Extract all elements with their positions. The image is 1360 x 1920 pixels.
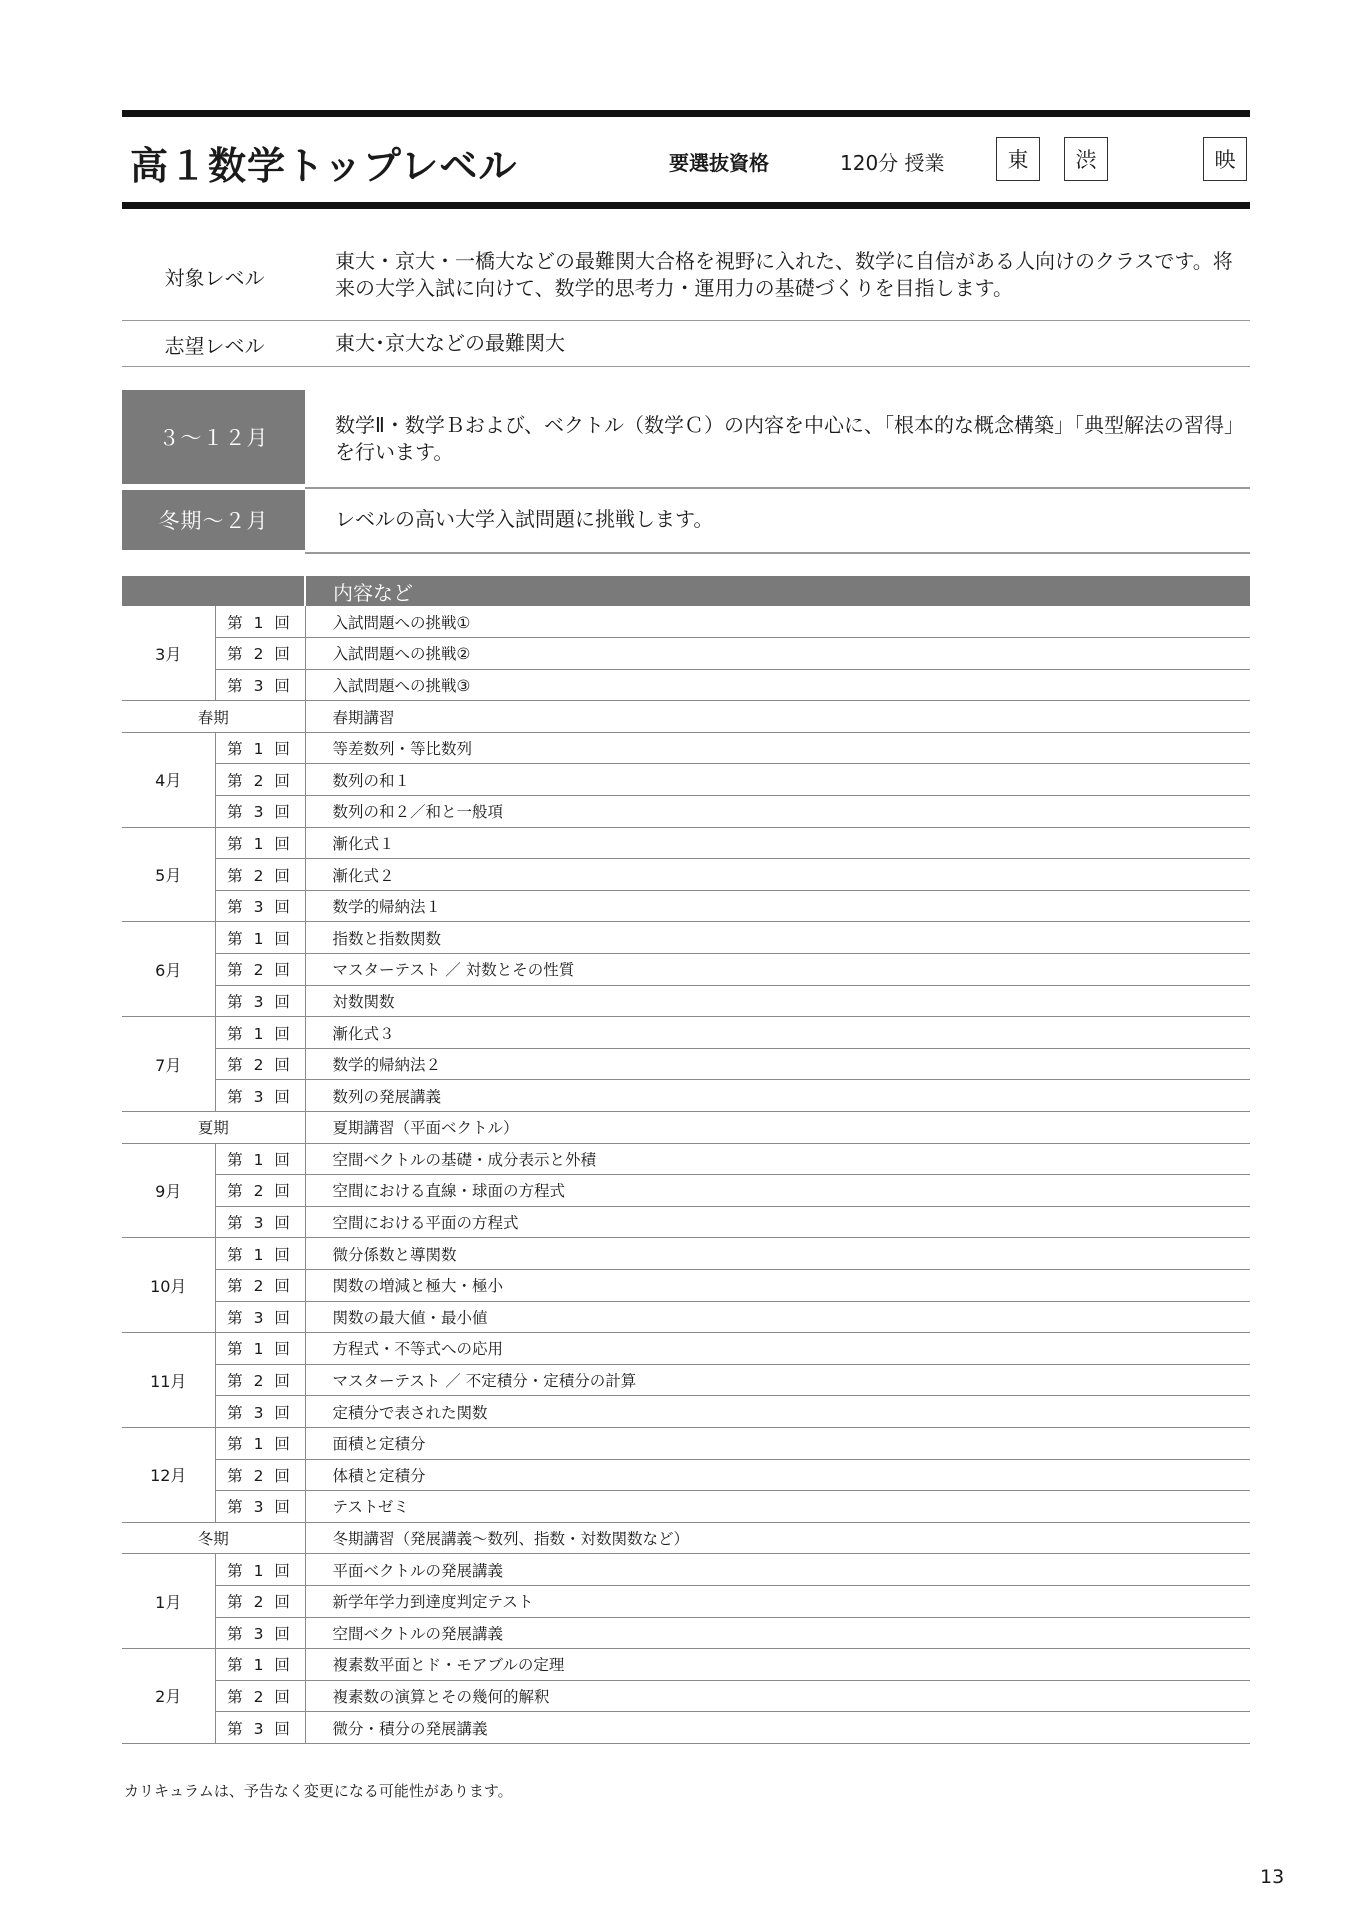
content-cell: 空間における直線・球面の方程式 (305, 1175, 1250, 1207)
round-cell: 第 3 回 (215, 1491, 305, 1523)
content-cell: 空間ベクトルの基礎・成分表示と外積 (305, 1143, 1250, 1175)
table-row (122, 1522, 1250, 1554)
table-row (122, 638, 1250, 670)
table-row (122, 701, 1250, 733)
round-cell: 第 2 回 (215, 1364, 305, 1396)
round-cell: 第 2 回 (215, 638, 305, 670)
content-cell: 入試問題への挑戦① (305, 606, 1250, 638)
content-cell: 定積分で表された関数 (305, 1396, 1250, 1428)
target-level-label: 対象レベル (164, 266, 265, 290)
content-cell: 入試問題への挑戦③ (305, 669, 1250, 701)
content-cell: 空間ベクトルの発展講義 (305, 1617, 1250, 1649)
content-cell: 数列の和２／和と一般項 (305, 796, 1250, 828)
month-cell: 7月 (122, 1017, 215, 1112)
content-cell: 冬期講習（発展講義～数列、指数・対数関数など） (305, 1522, 1250, 1554)
table-header-content: 内容など (305, 576, 1250, 606)
table-row (122, 669, 1250, 701)
content-cell: 複素数の演算とその幾何的解釈 (305, 1680, 1250, 1712)
aspiration-level-row (122, 320, 1250, 367)
table-row (122, 1585, 1250, 1617)
table-row (122, 1364, 1250, 1396)
round-cell: 第 1 回 (215, 1238, 305, 1270)
round-cell: 第 1 回 (215, 827, 305, 859)
table-row (122, 1175, 1250, 1207)
table-row (122, 1427, 1250, 1459)
table-row (122, 732, 1250, 764)
month-cell: 12月 (122, 1427, 215, 1522)
season-cell: 春期 (122, 701, 305, 733)
content-cell: 数列の発展講義 (305, 1080, 1250, 1112)
content-cell: 微分・積分の発展講義 (305, 1712, 1250, 1744)
curriculum-note: カリキュラムは、予告なく変更になる可能性があります。 (124, 1782, 513, 1800)
period-divider (305, 552, 1250, 554)
month-cell: 5月 (122, 827, 215, 922)
content-cell: 対数関数 (305, 985, 1250, 1017)
content-cell: 指数と指数関数 (305, 922, 1250, 954)
table-row (122, 1112, 1250, 1144)
content-cell: 数学的帰納法１ (305, 890, 1250, 922)
round-cell: 第 1 回 (215, 1143, 305, 1175)
season-cell: 夏期 (122, 1112, 305, 1144)
table-header-blank (122, 576, 305, 606)
content-cell: マスターテスト ／ 対数とその性質 (305, 954, 1250, 986)
round-cell: 第 3 回 (215, 1712, 305, 1744)
content-cell: 漸化式１ (305, 827, 1250, 859)
period-divider (305, 487, 1250, 489)
campus-badge: 東 (996, 137, 1040, 181)
month-cell: 10月 (122, 1238, 215, 1333)
content-cell: 入試問題への挑戦② (305, 638, 1250, 670)
page-number: 13 (1260, 1866, 1285, 1888)
round-cell: 第 2 回 (215, 1680, 305, 1712)
round-cell: 第 3 回 (215, 1206, 305, 1238)
period-description: 数学Ⅱ・数学Ｂおよび、ベクトル（数学Ｃ）の内容を中心に、「根本的な概念構築」「典型解法の習得」を行います。 (335, 413, 1245, 464)
round-cell: 第 2 回 (215, 954, 305, 986)
period-label: ３～１２月 (122, 390, 305, 484)
table-row (122, 1459, 1250, 1491)
table-row (122, 1206, 1250, 1238)
table-row (122, 1143, 1250, 1175)
round-cell: 第 2 回 (215, 1269, 305, 1301)
curriculum-body (122, 606, 1250, 1743)
month-cell: 6月 (122, 922, 215, 1017)
table-row (122, 922, 1250, 954)
header-top-rule (122, 110, 1250, 117)
content-cell: 関数の最大値・最小値 (305, 1301, 1250, 1333)
curriculum-table (122, 576, 1250, 1744)
content-cell: 面積と定積分 (305, 1427, 1250, 1459)
round-cell: 第 3 回 (215, 985, 305, 1017)
table-row (122, 890, 1250, 922)
season-cell: 冬期 (122, 1522, 305, 1554)
round-cell: 第 3 回 (215, 669, 305, 701)
round-cell: 第 2 回 (215, 764, 305, 796)
round-cell: 第 3 回 (215, 890, 305, 922)
round-cell: 第 2 回 (215, 1048, 305, 1080)
content-cell: 複素数平面とド・モアブルの定理 (305, 1649, 1250, 1681)
content-cell: 漸化式２ (305, 859, 1250, 891)
table-row (122, 1048, 1250, 1080)
table-row (122, 1080, 1250, 1112)
round-cell: 第 3 回 (215, 1617, 305, 1649)
table-row (122, 1301, 1250, 1333)
table-row (122, 1617, 1250, 1649)
content-cell: 関数の増減と極大・極小 (305, 1269, 1250, 1301)
month-cell: 3月 (122, 606, 215, 701)
month-cell: 2月 (122, 1649, 215, 1744)
table-row (122, 1396, 1250, 1428)
table-row (122, 827, 1250, 859)
round-cell: 第 2 回 (215, 859, 305, 891)
aspiration-level-label: 志望レベル (164, 334, 265, 358)
requirement-label: 要選抜資格 (669, 151, 769, 175)
table-row (122, 1269, 1250, 1301)
round-cell: 第 2 回 (215, 1175, 305, 1207)
round-cell: 第 3 回 (215, 1396, 305, 1428)
table-row (122, 1554, 1250, 1586)
month-cell: 1月 (122, 1554, 215, 1649)
round-cell: 第 1 回 (215, 922, 305, 954)
month-cell: 9月 (122, 1143, 215, 1238)
month-cell: 11月 (122, 1333, 215, 1428)
target-level-text: 東大・京大・一橋大などの最難関大合格を視野に入れた、数学に自信がある人向けのクラスです。将来の大学入試に向けて、数学的思考力・運用力の基礎づくりを目指します。 (335, 249, 1233, 300)
aspiration-level-text: 東大･京大などの最難関大 (335, 331, 565, 355)
content-cell: マスターテスト ／ 不定積分・定積分の計算 (305, 1364, 1250, 1396)
table-row (122, 1017, 1250, 1049)
content-cell: 体積と定積分 (305, 1459, 1250, 1491)
round-cell: 第 3 回 (215, 1301, 305, 1333)
table-row (122, 859, 1250, 891)
content-cell: 空間における平面の方程式 (305, 1206, 1250, 1238)
content-cell: 数列の和１ (305, 764, 1250, 796)
table-row (122, 954, 1250, 986)
content-cell: 春期講習 (305, 701, 1250, 733)
round-cell: 第 1 回 (215, 1554, 305, 1586)
campus-badge: 渋 (1064, 137, 1108, 181)
round-cell: 第 3 回 (215, 796, 305, 828)
campus-badge: 映 (1203, 137, 1247, 181)
round-cell: 第 1 回 (215, 1333, 305, 1365)
content-cell: 新学年学力到達度判定テスト (305, 1585, 1250, 1617)
period-label: 冬期～２月 (122, 490, 305, 550)
table-row (122, 796, 1250, 828)
table-row (122, 1649, 1250, 1681)
header-bottom-rule (122, 202, 1250, 209)
duration-label: 120分 授業 (840, 151, 945, 175)
content-cell: テストゼミ (305, 1491, 1250, 1523)
round-cell: 第 2 回 (215, 1459, 305, 1491)
month-cell: 4月 (122, 732, 215, 827)
table-row (122, 1712, 1250, 1744)
round-cell: 第 1 回 (215, 1649, 305, 1681)
table-row (122, 606, 1250, 638)
round-cell: 第 1 回 (215, 1427, 305, 1459)
table-row (122, 1680, 1250, 1712)
period-description: レベルの高い大学入試問題に挑戦します。 (335, 507, 714, 531)
course-title: 高１数学トップレベル (130, 144, 518, 188)
target-level-row (122, 240, 1250, 321)
table-row (122, 1491, 1250, 1523)
round-cell: 第 2 回 (215, 1585, 305, 1617)
content-cell: 夏期講習（平面ベクトル） (305, 1112, 1250, 1144)
table-header-row (122, 576, 1250, 606)
round-cell: 第 1 回 (215, 732, 305, 764)
table-row (122, 1333, 1250, 1365)
table-row (122, 764, 1250, 796)
table-row (122, 985, 1250, 1017)
content-cell: 等差数列・等比数列 (305, 732, 1250, 764)
content-cell: 平面ベクトルの発展講義 (305, 1554, 1250, 1586)
content-cell: 微分係数と導関数 (305, 1238, 1250, 1270)
content-cell: 漸化式３ (305, 1017, 1250, 1049)
round-cell: 第 3 回 (215, 1080, 305, 1112)
round-cell: 第 1 回 (215, 606, 305, 638)
content-cell: 方程式・不等式への応用 (305, 1333, 1250, 1365)
round-cell: 第 1 回 (215, 1017, 305, 1049)
table-row (122, 1238, 1250, 1270)
content-cell: 数学的帰納法２ (305, 1048, 1250, 1080)
